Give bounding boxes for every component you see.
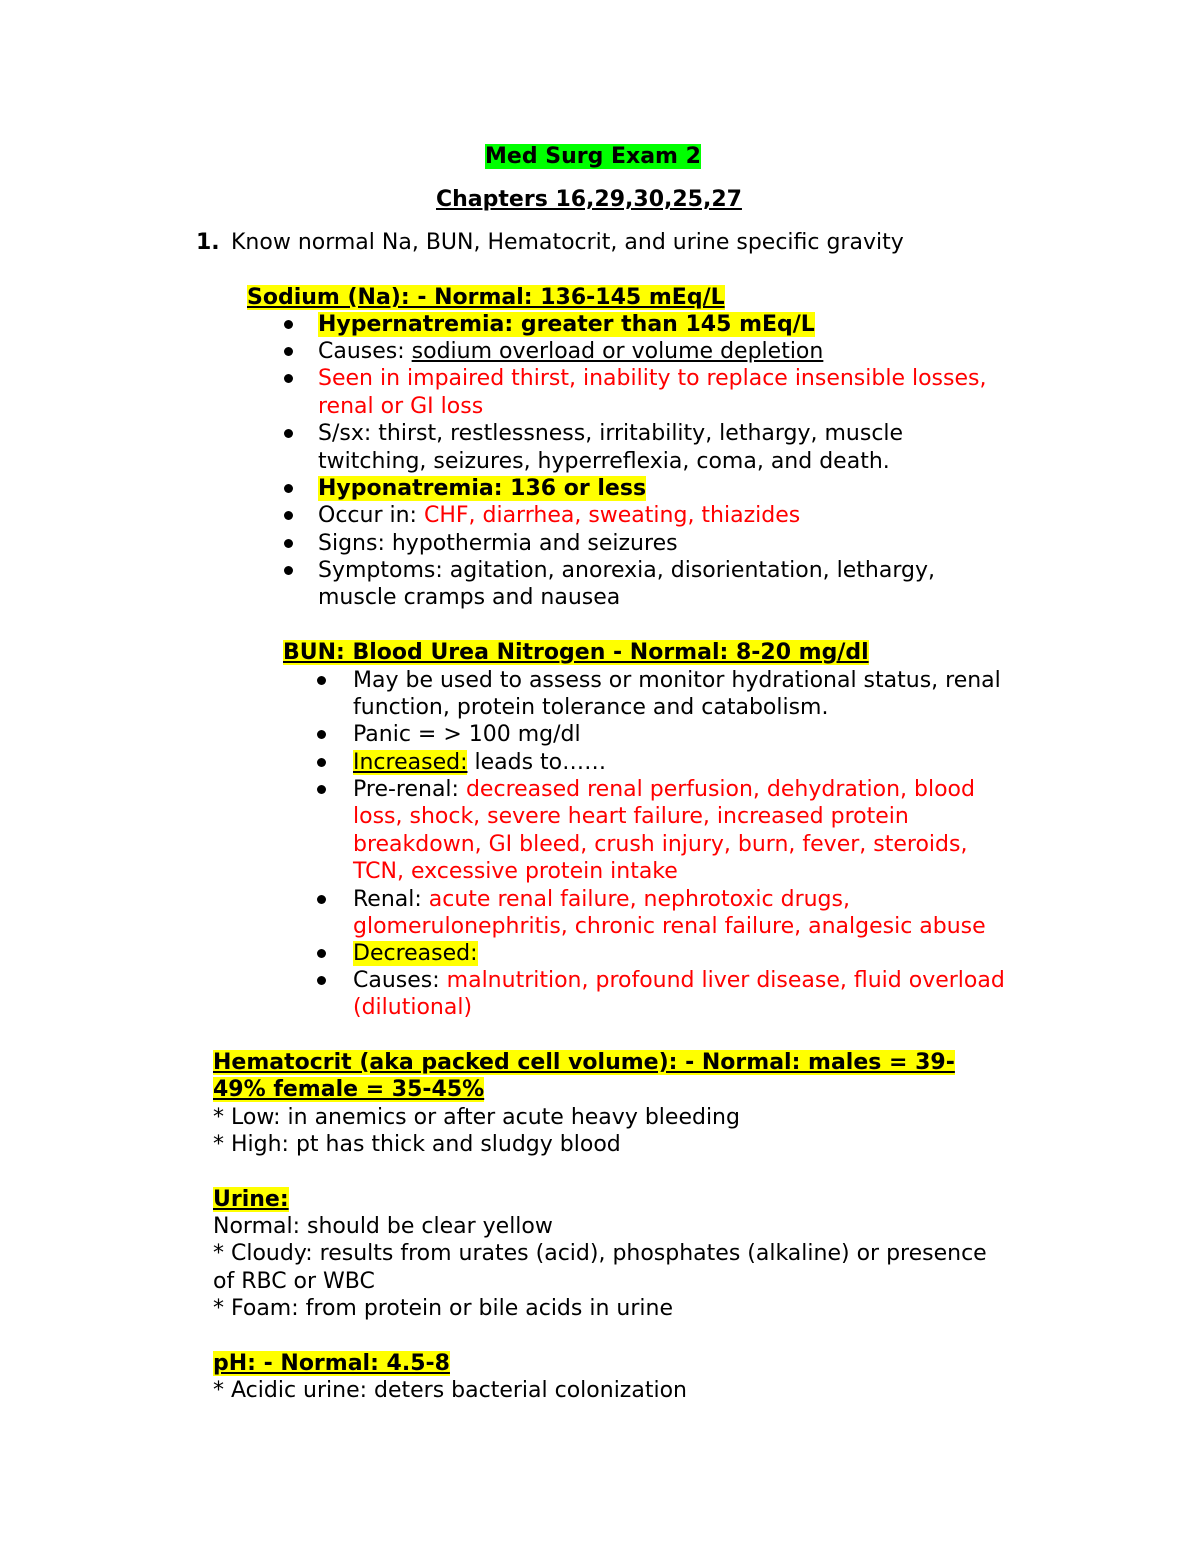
bullet-icon: [317, 676, 326, 685]
hematocrit-high: * High: pt has thick and sludgy blood: [213, 1132, 621, 1157]
bullet-icon: [317, 730, 326, 739]
bun-heading: BUN: Blood Urea Nitrogen - Normal: 8-20 mg/dl: [283, 640, 869, 665]
item-text: Know normal Na, BUN, Hematocrit, and urine specific gravity: [231, 230, 904, 255]
hematocrit-heading-line2: 49% female = 35-45%: [213, 1077, 485, 1102]
bun-prerenal-line3: breakdown, GI bleed, crush injury, burn, fever, steroids,: [353, 832, 968, 857]
bullet-icon: [317, 949, 326, 958]
sodium-symptoms-line2: muscle cramps and nausea: [318, 585, 621, 610]
sodium-seen-line2: renal or GI loss: [318, 394, 484, 419]
bullet-icon: [284, 484, 293, 493]
sodium-signs: Signs: hypothermia and seizures: [318, 531, 678, 556]
sodium-seen-line1: Seen in impaired thirst, inability to replace insensible losses,: [318, 366, 987, 391]
hematocrit-low: * Low: in anemics or after acute heavy bleeding: [213, 1105, 740, 1130]
bun-renal-line2: glomerulonephritis, chronic renal failure, analgesic abuse: [353, 914, 986, 939]
bullet-icon: [284, 539, 293, 548]
urine-heading: Urine:: [213, 1187, 289, 1212]
sodium-heading: Sodium (Na): - Normal: 136-145 mEq/L: [247, 285, 725, 310]
sodium-causes: Causes: sodium overload or volume depletion: [318, 339, 824, 364]
bullet-icon: [317, 785, 326, 794]
sodium-occur: Occur in: CHF, diarrhea, sweating, thiazides: [318, 503, 801, 528]
bun-decreased: Decreased:: [353, 941, 478, 966]
urine-cloudy-line2: of RBC or WBC: [213, 1269, 375, 1294]
urine-foam: * Foam: from protein or bile acids in urine: [213, 1296, 673, 1321]
bun-increased: Increased: leads to……: [353, 750, 607, 775]
bullet-icon: [317, 895, 326, 904]
sodium-ssx-line1: S/sx: thirst, restlessness, irritability, lethargy, muscle: [318, 421, 904, 446]
bun-panic: Panic = > 100 mg/dl: [353, 722, 581, 747]
bun-assess-line2: function, protein tolerance and catabolism.: [353, 695, 829, 720]
hypernatremia-heading: Hypernatremia: greater than 145 mEq/L: [318, 312, 815, 337]
ph-acidic: * Acidic urine: deters bacterial colonization: [213, 1378, 687, 1403]
ph-heading: pH: - Normal: 4.5-8: [213, 1351, 450, 1376]
bullet-icon: [284, 347, 293, 356]
sodium-symptoms-line1: Symptoms: agitation, anorexia, disorientation, lethargy,: [318, 558, 935, 583]
bullet-icon: [284, 429, 293, 438]
sodium-ssx-line2: twitching, seizures, hyperreflexia, coma, and death.: [318, 449, 890, 474]
hyponatremia-heading: Hyponatremia: 136 or less: [318, 476, 647, 501]
bullet-icon: [284, 566, 293, 575]
bun-prerenal-line2: loss, shock, severe heart failure, increased protein: [353, 804, 909, 829]
doc-title: Med Surg Exam 2: [485, 144, 701, 169]
bullet-icon: [317, 758, 326, 767]
bun-causes-line1: Causes: malnutrition, profound liver disease, fluid overload: [353, 968, 1005, 993]
bun-causes-line2: (dilutional): [353, 995, 473, 1020]
bullet-icon: [317, 976, 326, 985]
bun-prerenal-line1: Pre-renal: decreased renal perfusion, dehydration, blood: [353, 777, 975, 802]
hematocrit-heading-line1: Hematocrit (aka packed cell volume): - Normal: males = 39-: [213, 1050, 955, 1075]
bun-prerenal-line4: TCN, excessive protein intake: [353, 859, 678, 884]
bun-assess-line1: May be used to assess or monitor hydrational status, renal: [353, 668, 1001, 693]
urine-cloudy-line1: * Cloudy: results from urates (acid), phosphates (alkaline) or presence: [213, 1241, 987, 1266]
bun-renal-line1: Renal: acute renal failure, nephrotoxic drugs,: [353, 887, 850, 912]
bullet-icon: [284, 320, 293, 329]
bullet-icon: [284, 511, 293, 520]
chapters-line: Chapters 16,29,30,25,27: [436, 187, 742, 212]
item-number: 1.: [196, 230, 220, 255]
urine-normal: Normal: should be clear yellow: [213, 1214, 553, 1239]
bullet-icon: [284, 374, 293, 383]
